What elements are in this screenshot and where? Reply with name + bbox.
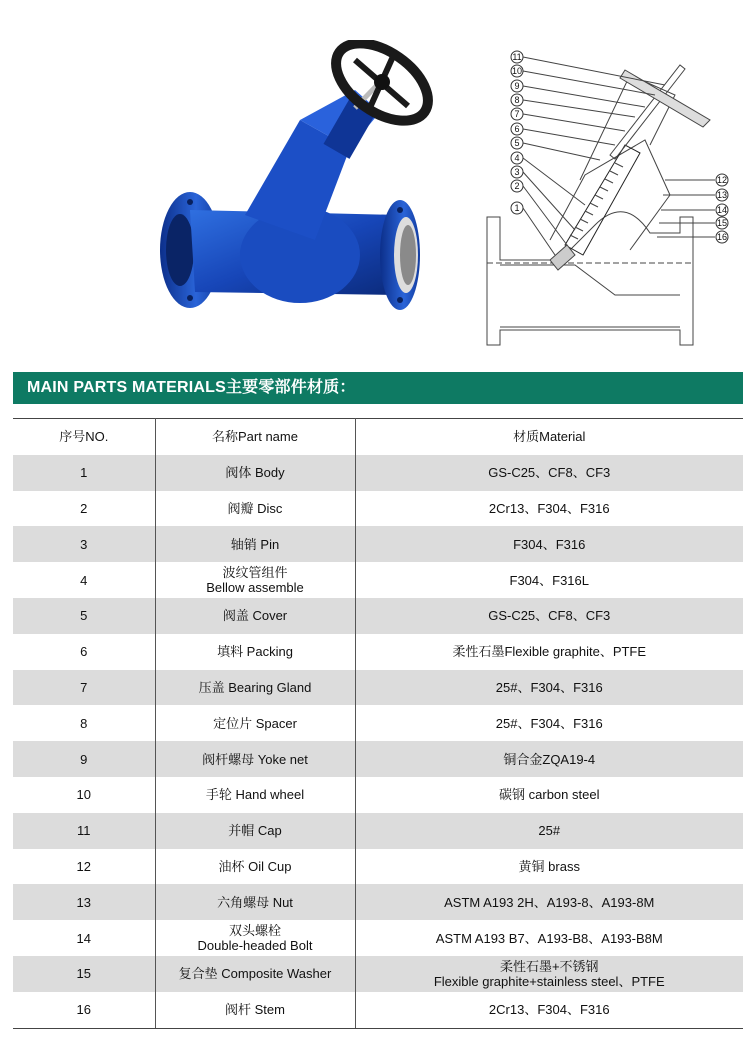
cell-material	[355, 491, 743, 527]
material-text: 25#	[538, 823, 561, 839]
part-name-text: 并帽 Cap	[228, 823, 282, 839]
cell-part-name	[155, 562, 355, 598]
callout-4	[511, 152, 523, 164]
cell-material	[355, 526, 743, 562]
callout-12	[716, 174, 728, 186]
cell-no: 12	[13, 849, 155, 885]
part-name-text: 阀杆螺母 Yoke net	[202, 751, 308, 767]
header-part-name: 名称Part name	[155, 419, 355, 455]
cell-material	[355, 884, 743, 920]
cell-material	[355, 705, 743, 741]
callout-label: 14	[716, 205, 728, 215]
cell-part-name	[155, 634, 355, 670]
cell-material	[355, 741, 743, 777]
callout-label: 5	[514, 138, 520, 148]
material-text: 铜合金ZQA19-4	[503, 751, 596, 767]
material-text: 柔性石墨Flexible graphite、PTFE	[452, 644, 647, 660]
table-row	[13, 992, 743, 1028]
cell-no: 2	[13, 491, 155, 527]
table-row	[13, 741, 743, 777]
cell-no: 6	[13, 634, 155, 670]
cell-material	[355, 670, 743, 706]
callout-label: 9	[514, 81, 520, 91]
material-text: 2Cr13、F304、F316	[488, 500, 610, 516]
table-row	[13, 956, 743, 992]
table-row	[13, 526, 743, 562]
cell-material	[355, 634, 743, 670]
cell-part-name	[155, 956, 355, 992]
part-name-text: 压盖 Bearing Gland	[198, 679, 312, 695]
cell-no: 8	[13, 705, 155, 741]
table-row	[13, 920, 743, 956]
callout-label: 1	[514, 203, 520, 213]
table-row	[13, 777, 743, 813]
material-text: GS-C25、CF8、CF3	[488, 608, 611, 624]
callout-label: 8	[514, 95, 520, 105]
part-name-text: 阀杆 Stem	[225, 1002, 285, 1018]
part-name-text: 阀盖 Cover	[222, 608, 288, 624]
part-name-text: 阀瓣 Disc	[227, 500, 283, 516]
callout-3	[511, 166, 523, 178]
callout-label: 7	[514, 109, 520, 119]
cell-no: 11	[13, 813, 155, 849]
part-name-text: Double-headed Bolt	[197, 938, 313, 954]
cell-material	[355, 813, 743, 849]
callout-13	[716, 189, 728, 201]
callout-14	[716, 204, 728, 216]
cell-material	[355, 598, 743, 634]
material-text: Flexible graphite+stainless steel、PTFE	[433, 973, 665, 989]
callout-7	[511, 108, 523, 120]
material-text: 2Cr13、F304、F316	[488, 1002, 610, 1018]
cell-no: 3	[13, 526, 155, 562]
part-name-text: 六角螺母 Nut	[217, 894, 293, 910]
callout-16	[716, 231, 728, 243]
callout-label: 16	[716, 232, 728, 242]
table-row	[13, 705, 743, 741]
table-header-row	[13, 419, 743, 455]
material-text: 25#、F304、F316	[495, 679, 603, 695]
cell-material	[355, 849, 743, 885]
callout-2	[511, 180, 523, 192]
callout-1	[511, 202, 523, 214]
cell-part-name	[155, 598, 355, 634]
cell-no: 9	[13, 741, 155, 777]
callout-10	[511, 65, 523, 77]
cell-no: 14	[13, 920, 155, 956]
callout-label: 2	[514, 181, 520, 191]
cell-part-name	[155, 526, 355, 562]
cell-part-name	[155, 813, 355, 849]
material-text: 黄铜 brass	[518, 858, 580, 874]
part-name-text: 阀体 Body	[225, 465, 285, 481]
callout-label: 4	[514, 153, 520, 163]
cell-no: 16	[13, 992, 155, 1028]
material-text: F304、F316	[513, 536, 586, 552]
cell-part-name	[155, 670, 355, 706]
table-row	[13, 670, 743, 706]
callout-5	[511, 137, 523, 149]
cell-material	[355, 777, 743, 813]
part-name-text: 复合垫 Composite Washer	[178, 966, 332, 982]
table-row	[13, 884, 743, 920]
cell-no: 1	[13, 455, 155, 491]
table-row	[13, 634, 743, 670]
table-row	[13, 562, 743, 598]
cell-no: 5	[13, 598, 155, 634]
valve-section-drawing	[475, 45, 745, 360]
cell-material	[355, 562, 743, 598]
part-name-text: 双头螺栓	[228, 923, 281, 939]
callout-label: 13	[716, 190, 728, 200]
material-text: 碳钢 carbon steel	[499, 787, 600, 803]
cell-part-name	[155, 705, 355, 741]
callout-label: 6	[514, 124, 520, 134]
table-row	[13, 598, 743, 634]
part-name-text: 油杯 Oil Cup	[218, 858, 292, 874]
cell-material	[355, 920, 743, 956]
callout-6	[511, 123, 523, 135]
material-text: F304、F316L	[509, 572, 589, 588]
callout-label: 11	[512, 52, 522, 62]
cell-part-name	[155, 849, 355, 885]
cell-material	[355, 956, 743, 992]
cell-no: 10	[13, 777, 155, 813]
table-row	[13, 849, 743, 885]
cell-part-name	[155, 455, 355, 491]
callout-label: 12	[716, 175, 728, 185]
table-row	[13, 455, 743, 491]
cell-no: 7	[13, 670, 155, 706]
cell-part-name	[155, 992, 355, 1028]
cell-material	[355, 455, 743, 491]
header-material: 材质Material	[513, 429, 586, 445]
cell-no: 15	[13, 956, 155, 992]
callout-9	[511, 80, 523, 92]
cell-part-name	[155, 491, 355, 527]
callout-label: 15	[716, 218, 728, 228]
cell-part-name	[155, 777, 355, 813]
cell-material	[355, 992, 743, 1028]
valve-photo	[150, 40, 440, 350]
cell-part-name	[155, 920, 355, 956]
material-text: 25#、F304、F316	[495, 715, 603, 731]
material-text: 柔性石墨+不锈钢	[499, 958, 599, 974]
callout-8	[511, 94, 523, 106]
section-title: MAIN PARTS MATERIALS主要零部件材质：	[13, 372, 743, 404]
callout-label: 3	[514, 167, 520, 177]
parts-materials-table	[13, 418, 743, 1029]
cell-part-name	[155, 741, 355, 777]
cell-no: 4	[13, 562, 155, 598]
part-name-text: 手轮 Hand wheel	[205, 787, 305, 803]
part-name-text: 轴销 Pin	[230, 536, 280, 552]
table-row	[13, 491, 743, 527]
part-name-text: 填料 Packing	[217, 644, 293, 660]
cell-part-name	[155, 884, 355, 920]
part-name-text: 波纹管组件	[222, 565, 288, 581]
header-no: 序号NO.	[13, 419, 155, 455]
material-text: GS-C25、CF8、CF3	[488, 465, 611, 481]
callout-label: 10	[511, 66, 523, 76]
callout-15	[716, 217, 728, 229]
part-name-text: Bellow assemble	[206, 580, 304, 596]
part-name-text: 定位片 Spacer	[213, 715, 297, 731]
table-row	[13, 813, 743, 849]
callout-11	[511, 51, 523, 63]
material-text: ASTM A193 2H、A193-8、A193-8M	[444, 894, 655, 910]
cell-no: 13	[13, 884, 155, 920]
material-text: ASTM A193 B7、A193-B8、A193-B8M	[435, 930, 663, 946]
